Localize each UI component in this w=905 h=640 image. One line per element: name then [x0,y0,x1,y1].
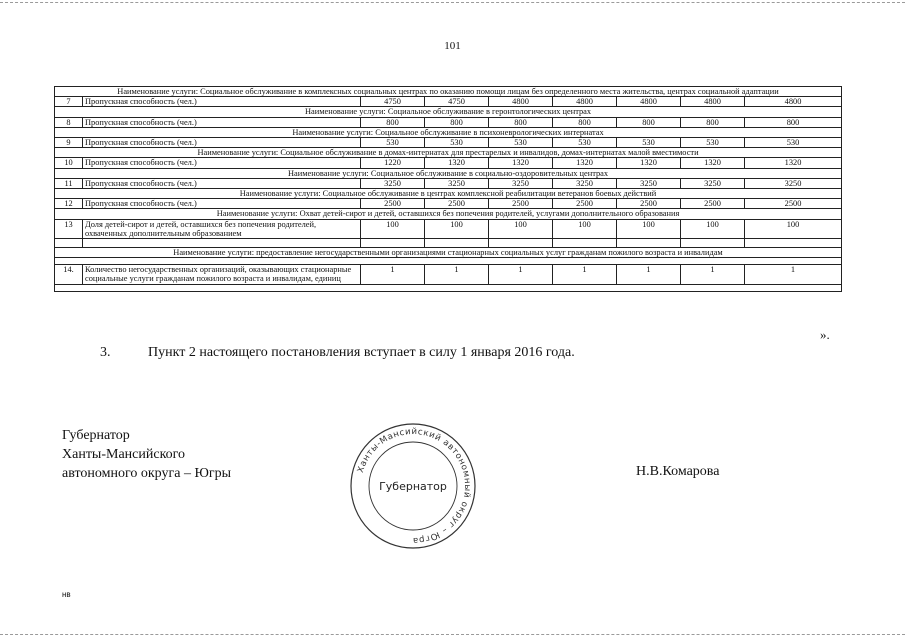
row-number-cell: 10 [55,158,83,168]
value-cell: 1 [553,265,617,284]
empty-cell [55,258,842,265]
table-row [55,117,842,127]
value-cell: 4800 [553,97,617,107]
empty-cell [681,239,745,248]
value-cell: 100 [617,219,681,238]
signatory-name: Н.В.Комарова [636,464,720,479]
value-cell: 1320 [425,158,489,168]
item-3-number: 3. [100,345,111,360]
signatory-title-line: Ханты-Мансийского [62,447,186,462]
indicator-name-cell: Пропускная способность (чел.) [83,199,361,209]
value-cell: 100 [361,219,425,238]
item-3 [100,345,575,361]
seal-ring-text: Ханты-Мансийский автономный округ – Югра [355,426,473,546]
indicator-name-cell: Доля детей-сирот и детей, оставшихся без попечения родителей, охваченных дополнительным образованием [83,219,361,238]
value-cell: 4750 [361,97,425,107]
value-cell: 2500 [361,199,425,209]
service-header-row [55,148,842,158]
value-cell: 530 [745,138,842,148]
value-cell: 100 [745,219,842,238]
table-row [55,199,842,209]
value-cell: 530 [489,138,553,148]
empty-cell [55,239,83,248]
value-cell: 100 [489,219,553,238]
table-row [55,138,842,148]
row-number-cell: 11 [55,178,83,188]
value-cell: 1 [617,265,681,284]
service-name-cell: Наименование услуги: Социальное обслуживание в психоневрологических интернатах [55,127,842,137]
row-number-cell: 9 [55,138,83,148]
value-cell: 800 [425,117,489,127]
page-number: 101 [444,40,461,52]
value-cell: 530 [617,138,681,148]
value-cell: 800 [617,117,681,127]
value-cell: 100 [553,219,617,238]
value-cell: 3250 [425,178,489,188]
value-cell: 4800 [489,97,553,107]
value-cell: 2500 [489,199,553,209]
empty-cell [745,239,842,248]
value-cell: 530 [681,138,745,148]
value-cell: 3250 [681,178,745,188]
value-cell: 2500 [617,199,681,209]
footer-mark: нв [62,590,71,599]
signatory-title-line: автономного округа – Югры [62,466,231,481]
service-header-row [55,248,842,258]
service-header-row [55,189,842,199]
table-row [55,158,842,168]
value-cell: 4800 [681,97,745,107]
empty-cell [361,239,425,248]
value-cell: 530 [553,138,617,148]
value-cell: 1 [681,265,745,284]
indicator-name-cell: Количество негосударственных организаций, оказывающих стационарные социальные услуги гражданам пожилого возраста и инвалидам, единиц [83,265,361,284]
indicator-name-cell: Пропускная способность (чел.) [83,97,361,107]
value-cell: 3250 [489,178,553,188]
service-name-cell: Наименование услуги: Социальное обслуживание в комплексных социальных центрах по оказанию помощи лицам без определенного места жительства, центрах социальной адаптации [55,87,842,97]
indicator-name-cell: Пропускная способность (чел.) [83,117,361,127]
value-cell: 100 [425,219,489,238]
official-seal-icon [346,419,480,553]
service-name-cell: Наименование услуги: Охват детей-сирот и детей, оставшихся без попечения родителей, услугами дополнительного образования [55,209,842,219]
empty-cell [83,239,361,248]
value-cell: 1 [745,265,842,284]
empty-row [55,258,842,265]
service-name-cell: Наименование услуги: Социальное обслуживание в геронтологических центрах [55,107,842,117]
value-cell: 1320 [745,158,842,168]
value-cell: 1 [425,265,489,284]
value-cell: 1320 [553,158,617,168]
value-cell: 4750 [425,97,489,107]
empty-row [55,239,842,248]
value-cell: 2500 [681,199,745,209]
empty-cell [617,239,681,248]
value-cell: 1320 [617,158,681,168]
value-cell: 800 [745,117,842,127]
value-cell: 2500 [553,199,617,209]
table-row [55,178,842,188]
row-number-cell: 13 [55,219,83,238]
closing-quote: ». [820,327,830,342]
value-cell: 1 [489,265,553,284]
seal-center-text: Губернатор [379,480,447,493]
scan-edge-top [0,2,905,3]
signatory-title-line: Губернатор [62,428,130,443]
value-cell: 800 [361,117,425,127]
value-cell: 3250 [745,178,842,188]
value-cell: 800 [681,117,745,127]
service-header-row [55,107,842,117]
indicator-name-cell: Пропускная способность (чел.) [83,178,361,188]
value-cell: 4800 [617,97,681,107]
table-row [55,97,842,107]
services-table-body [55,87,842,292]
service-name-cell: Наименование услуги: Социальное обслуживание в социально-оздоровительных центрах [55,168,842,178]
service-name-cell: Наименование услуги: предоставление негосударственными организациями стационарных социальных услуг гражданам пожилого возраста и инвалидам [55,248,842,258]
value-cell: 2500 [425,199,489,209]
services-table [54,86,842,292]
row-number-cell: 12 [55,199,83,209]
empty-cell [489,239,553,248]
value-cell: 800 [489,117,553,127]
value-cell: 530 [425,138,489,148]
value-cell: 800 [553,117,617,127]
value-cell: 3250 [553,178,617,188]
value-cell: 1 [361,265,425,284]
value-cell: 1320 [489,158,553,168]
empty-cell [425,239,489,248]
indicator-name-cell: Пропускная способность (чел.) [83,138,361,148]
signatory-title [62,426,231,483]
value-cell: 3250 [617,178,681,188]
table-row [55,219,842,238]
service-header-row [55,87,842,97]
value-cell: 100 [681,219,745,238]
value-cell: 530 [361,138,425,148]
item-3-text: Пункт 2 настоящего постановления вступает в силу 1 января 2016 года. [148,345,575,360]
row-number-cell: 14. [55,265,83,284]
service-name-cell: Наименование услуги: Социальное обслуживание в центрах комплексной реабилитации ветеранов боевых действий [55,189,842,199]
empty-cell [55,284,842,291]
service-name-cell: Наименование услуги: Социальное обслуживание в домах-интернатах для престарелых и инвалидов, домах-интернатах малой вместимости [55,148,842,158]
table-row [55,265,842,284]
scan-edge-bottom [0,634,905,635]
row-number-cell: 7 [55,97,83,107]
service-header-row [55,209,842,219]
value-cell: 2500 [745,199,842,209]
indicator-name-cell: Пропускная способность (чел.) [83,158,361,168]
value-cell: 4800 [745,97,842,107]
service-header-row [55,168,842,178]
value-cell: 3250 [361,178,425,188]
row-number-cell: 8 [55,117,83,127]
value-cell: 1220 [361,158,425,168]
empty-row [55,284,842,291]
empty-cell [553,239,617,248]
value-cell: 1320 [681,158,745,168]
service-header-row [55,127,842,137]
